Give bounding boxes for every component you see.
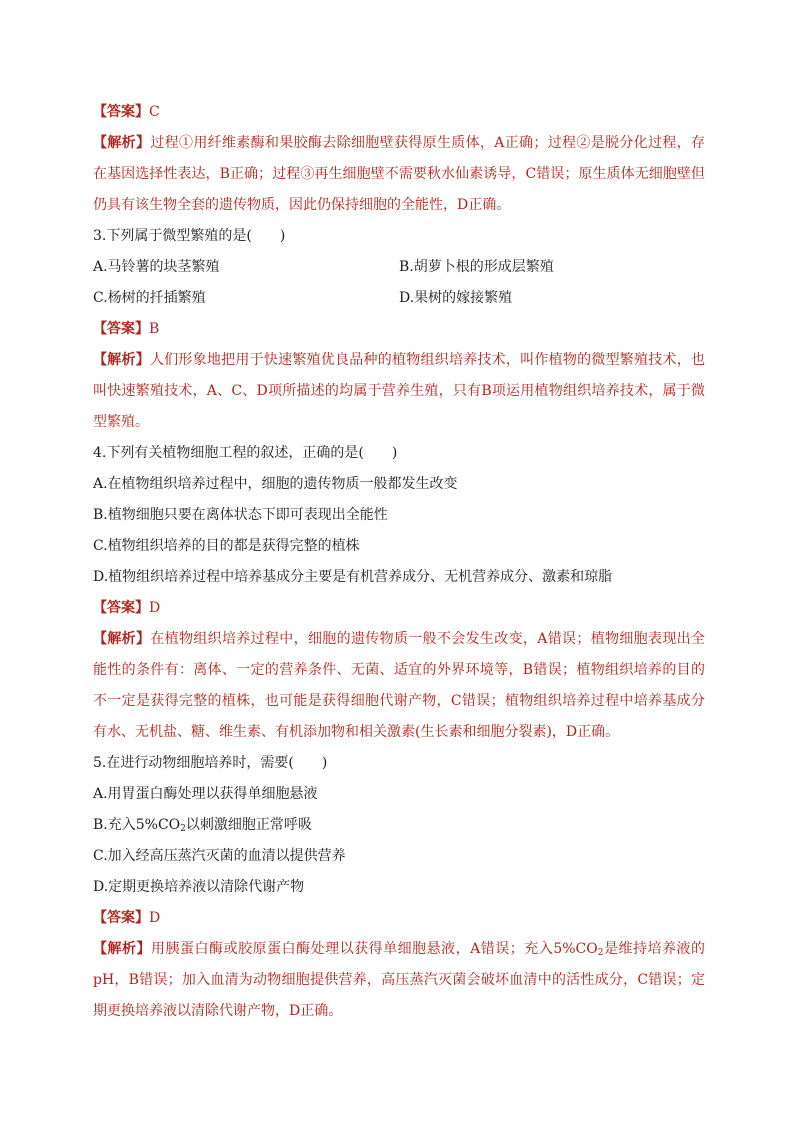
analysis-text: 在植物组织培养过程中，细胞的遗传物质一般不会发生改变，A错误；植物细胞表现出全能性的条件有：离体、一定的营养条件、无菌、适宜的外界环境等，B错误；植物组织培养的目的不一定是获得完整的植株，也可能是获得细胞代谢产物，C错误；植物组织培养过程中培养基成分有水、无机盐、糖、维生素、有机添加物和相关激素(生长素和细胞分裂素)，D正确。: [93, 631, 706, 740]
analysis-tag: 【解析】: [93, 941, 152, 957]
answer-tag: 【答案】: [93, 600, 149, 616]
analysis-paragraph: [93, 345, 705, 438]
answer-value: D: [149, 600, 161, 616]
option-a: A.马铃薯的块茎繁殖: [93, 259, 220, 275]
analysis-text: 人们形象地把用于快速繁殖优良品种的植物组织培养技术，叫作植物的微型繁殖技术，也叫快速繁殖技术，A、C、D项所描述的均属于营养生殖，只有B项运用植物组织培养技术，属于微型繁殖。: [93, 352, 705, 430]
option-c: C.植物组织培养的目的都是获得完整的植株: [93, 538, 360, 554]
answer-tag: 【答案】: [93, 910, 149, 926]
analysis-paragraph: [93, 128, 705, 221]
page-content: [93, 97, 705, 1027]
answer-value: C: [149, 104, 160, 120]
option-b-text: B.充入5%CO: [93, 817, 181, 833]
question-stem: 4.下列有关植物细胞工程的叙述，正确的是( ): [93, 445, 398, 461]
option-row: [93, 283, 705, 314]
answer-tag: 【答案】: [93, 104, 149, 120]
answer-value: B: [149, 321, 160, 337]
answer-line: [93, 593, 705, 624]
answer-tag: 【答案】: [93, 321, 149, 337]
option-b: B.植物细胞只要在离体状态下即可表现出全能性: [93, 507, 388, 523]
question-stem: 5.在进行动物细胞培养时，需要( ): [93, 755, 328, 771]
analysis-tag: 【解析】: [93, 631, 151, 647]
analysis-tag: 【解析】: [93, 135, 151, 151]
analysis-text: 过程①用纤维素酶和果胶酶去除细胞壁获得原生质体，A正确；过程②是脱分化过程，存在基因选择性表达，B正确；过程③再生细胞壁不需要秋水仙素诱导，C错误；原生质体无细胞壁但仍具有该生物全套的遗传物质，因此仍保持细胞的全能性，D正确。: [93, 135, 706, 213]
option-d: D.果树的嫁接繁殖: [399, 290, 513, 306]
answer-line: [93, 314, 705, 345]
subscript: 2: [597, 948, 604, 958]
option-c: C.杨树的扦插繁殖: [93, 290, 206, 306]
option-a: A.在植物组织培养过程中，细胞的遗传物质一般都发生改变: [93, 476, 458, 492]
option-c: C.加入经高压蒸汽灭菌的血清以提供营养: [93, 848, 346, 864]
analysis-paragraph: [93, 934, 705, 1027]
answer-line: [93, 903, 705, 934]
answer-line: [93, 97, 705, 128]
analysis-tag: 【解析】: [93, 352, 150, 368]
option-row: [93, 252, 705, 283]
option-b: [93, 810, 705, 841]
analysis-paragraph: [93, 624, 705, 748]
option-d: D.植物组织培养过程中培养基成分主要是有机营养成分、无机营养成分、激素和琼脂: [93, 569, 613, 585]
analysis-text: 用胰蛋白酶或胶原蛋白酶处理以获得单细胞悬液，A错误；充入5%CO: [151, 941, 598, 957]
answer-value: D: [149, 910, 161, 926]
option-d: D.定期更换培养液以清除代谢产物: [93, 879, 305, 895]
option-a: A.用胃蛋白酶处理以获得单细胞悬液: [93, 786, 318, 802]
subscript: 2: [180, 824, 186, 834]
option-b: B.胡萝卜根的形成层繁殖: [399, 259, 554, 275]
question-stem: 3.下列属于微型繁殖的是( ): [93, 228, 286, 244]
option-b-text-rest: 以刺激细胞正常呼吸: [185, 817, 312, 833]
analysis-text-rest: 是维持培养液的pH，B错误；加入血清为动物细胞提供营养，高压蒸汽灭菌会破坏血清中的活性成分，C错误；定期更换培养液以清除代谢产物，D正确。: [93, 941, 706, 1019]
